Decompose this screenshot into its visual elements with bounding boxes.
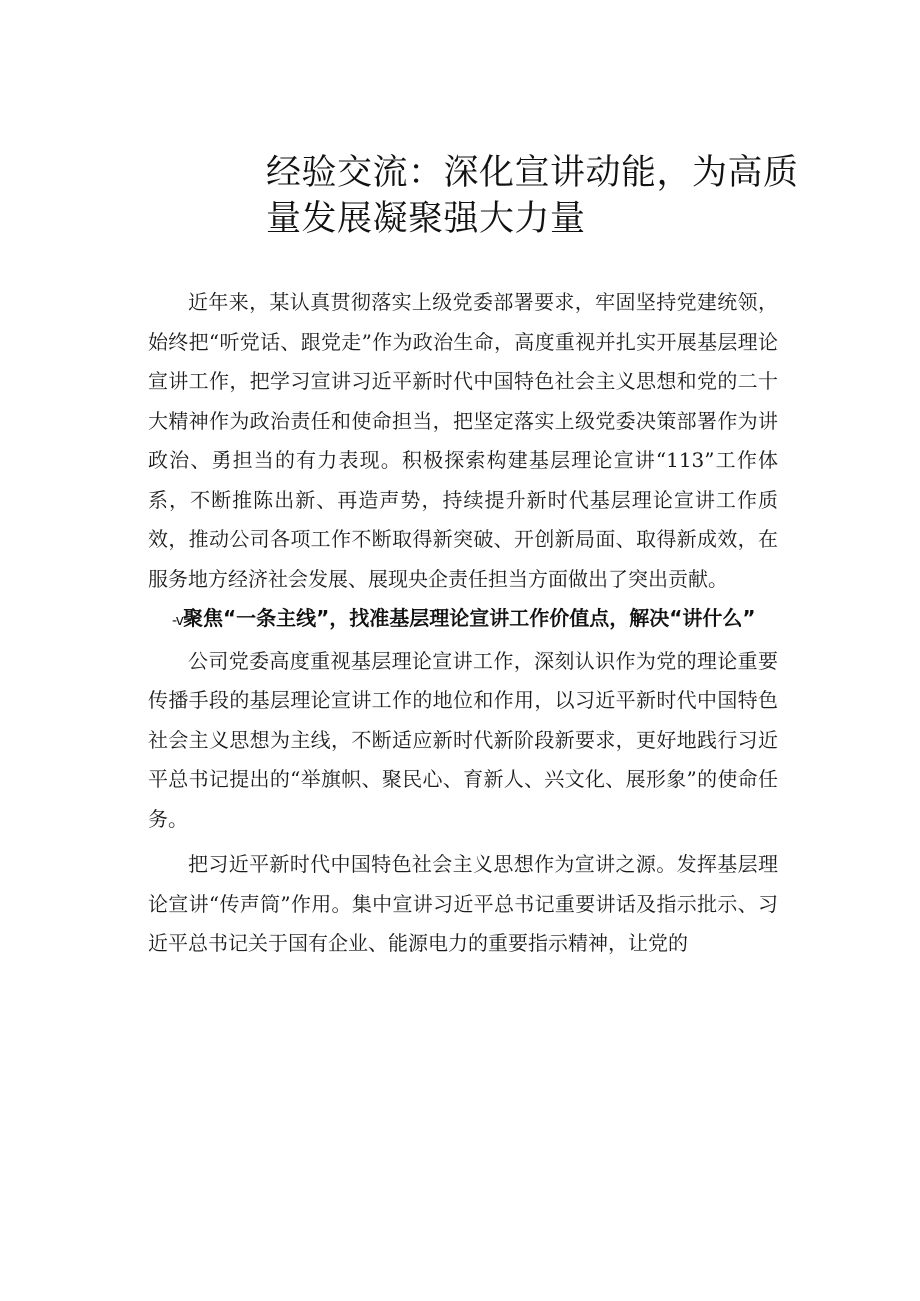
document-body	[148, 283, 778, 964]
section-paragraph: 公司党委高度重视基层理论宣讲工作，深刻认识作为党的理论重要传播手段的基层理论宣讲工作的地位和作用，以习近平新时代中国特色社会主义思想为主线，不断适应新时代新阶段新要求，更好地践行习近平总书记提出的“举旗帜、聚民心、育新人、兴文化、展形象”的使命任务。	[148, 648, 778, 831]
section-heading	[148, 599, 778, 642]
document-title: 经验交流：深化宣讲动能，为高质量发展凝聚强大力量	[266, 153, 799, 239]
section-heading-text: 聚焦“一条主线”，找准基层理论宣讲工作价值点，解决“讲什么”	[182, 606, 756, 630]
section-marker: -v	[172, 613, 183, 629]
section-paragraph: 把习近平新时代中国特色社会主义思想作为宣讲之源。发挥基层理论宣讲“传声筒”作用。集中宣讲习近平总书记重要讲话及指示批示、习近平总书记关于国有企业、能源电力的重要指示精神，让党的	[148, 852, 778, 955]
intro-paragraph: 近年来，某认真贯彻落实上级党委部署要求，牢固坚持党建统领，始终把“听党话、跟党走”作为政治生命，高度重视并扎实开展基层理论宣讲工作，把学习宣讲习近平新时代中国特色社会主义思想和党的二十大精神作为政治责任和使命担当，把坚定落实上级党委决策部署作为讲政治、勇担当的有力表现。积极探索构建基层理论宣讲“113”工作体系，不断推陈出新、再造声势，持续提升新时代基层理论宣讲工作质效，推动公司各项工作不断取得新突破、开创新局面、取得新成效，在服务地方经济社会发展、展现央企责任担当方面做出了突出贡献。	[148, 290, 778, 591]
